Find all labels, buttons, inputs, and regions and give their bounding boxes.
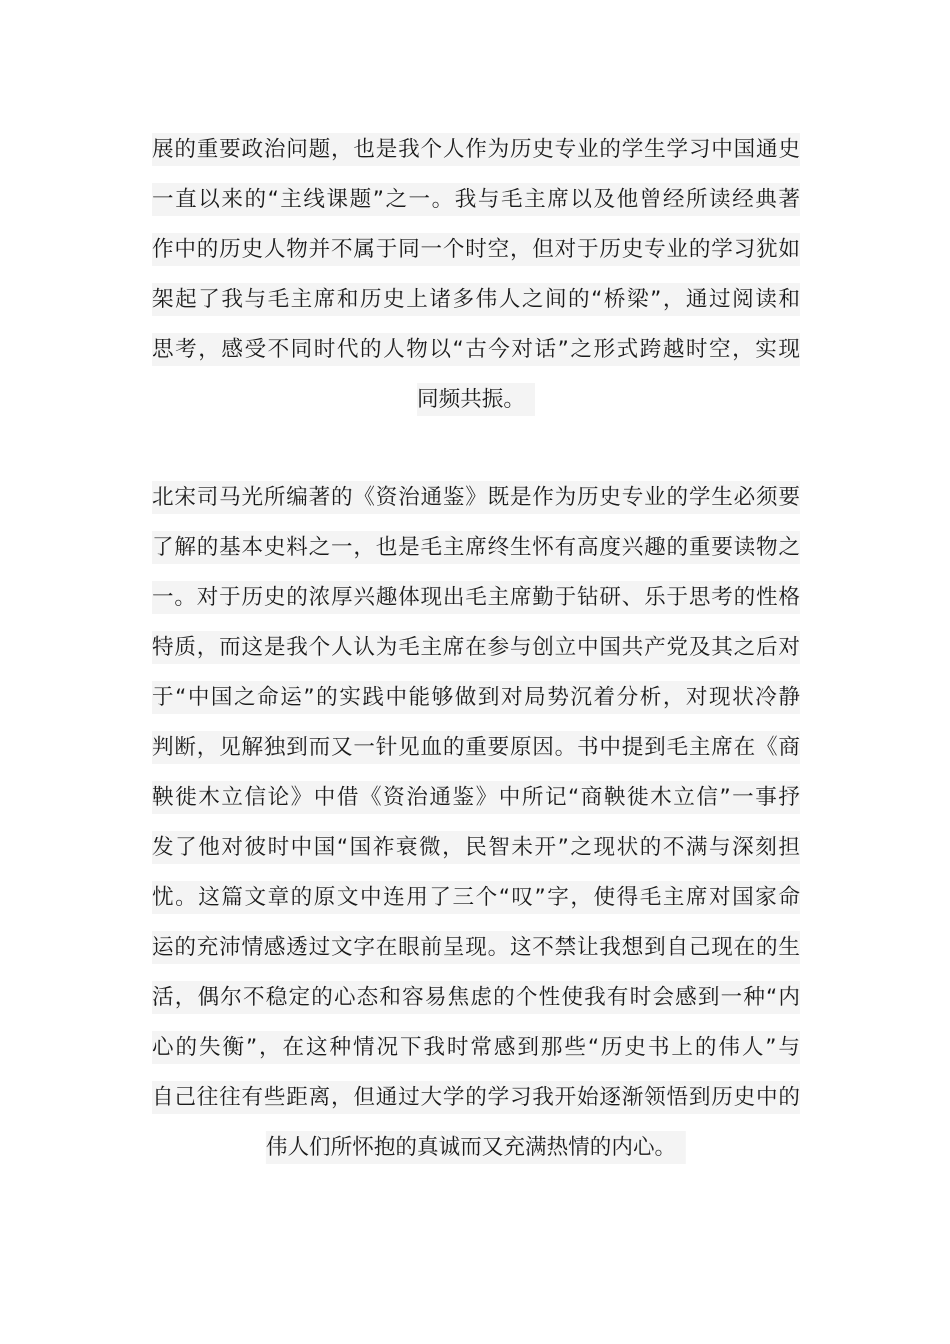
text-line: 作中的历史人物并不属于同一个时空，但对于历史专业的学习犹如: [152, 233, 800, 266]
text-line: 架起了我与毛主席和历史上诸多伟人之间的“桥梁”，通过阅读和: [152, 283, 800, 316]
text-line: 判断，见解独到而又一针见血的重要原因。书中提到毛主席在《商: [152, 731, 800, 764]
text-line: 发了他对彼时中国“国祚衰微，民智未开”之现状的不满与深刻担: [152, 831, 800, 864]
text-line: 思考，感受不同时代的人物以“古今对话”之形式跨越时空，实现: [152, 333, 800, 366]
text-line: 心的失衡”，在这种情况下我时常感到那些“历史书上的伟人”与: [152, 1031, 800, 1064]
text-line-last: 伟人们所怀抱的真诚而又充满热情的内心。: [266, 1131, 686, 1164]
text-line-last: 同频共振。: [417, 383, 535, 416]
text-line: 运的充沛情感透过文字在眼前呈现。这不禁让我想到自己现在的生: [152, 931, 800, 964]
text-line: 特质，而这是我个人认为毛主席在参与创立中国共产党及其之后对: [152, 631, 800, 664]
text-line: 展的重要政治问题，也是我个人作为历史专业的学生学习中国通史: [152, 133, 800, 166]
text-line: 活，偶尔不稳定的心态和容易焦虑的个性使我有时会感到一种“内: [152, 981, 800, 1014]
text-line: 忧。这篇文章的原文中连用了三个“叹”字，使得毛主席对国家命: [152, 881, 800, 914]
text-line: 一直以来的“主线课题”之一。我与毛主席以及他曾经所读经典著: [152, 183, 800, 216]
text-line: 鞅徙木立信论》中借《资治通鉴》中所记“商鞅徙木立信”一事抒: [152, 781, 800, 814]
text-line: 于“中国之命运”的实践中能够做到对局势沉着分析，对现状冷静: [152, 681, 800, 714]
text-line: 自己往往有些距离，但通过大学的学习我开始逐渐领悟到历史中的: [152, 1081, 800, 1114]
text-line: 一。对于历史的浓厚兴趣体现出毛主席勤于钻研、乐于思考的性格: [152, 581, 800, 614]
text-line: 了解的基本史料之一，也是毛主席终生怀有高度兴趣的重要读物之: [152, 531, 800, 564]
text-line: 北宋司马光所编著的《资治通鉴》既是作为历史专业的学生必须要: [152, 481, 800, 514]
